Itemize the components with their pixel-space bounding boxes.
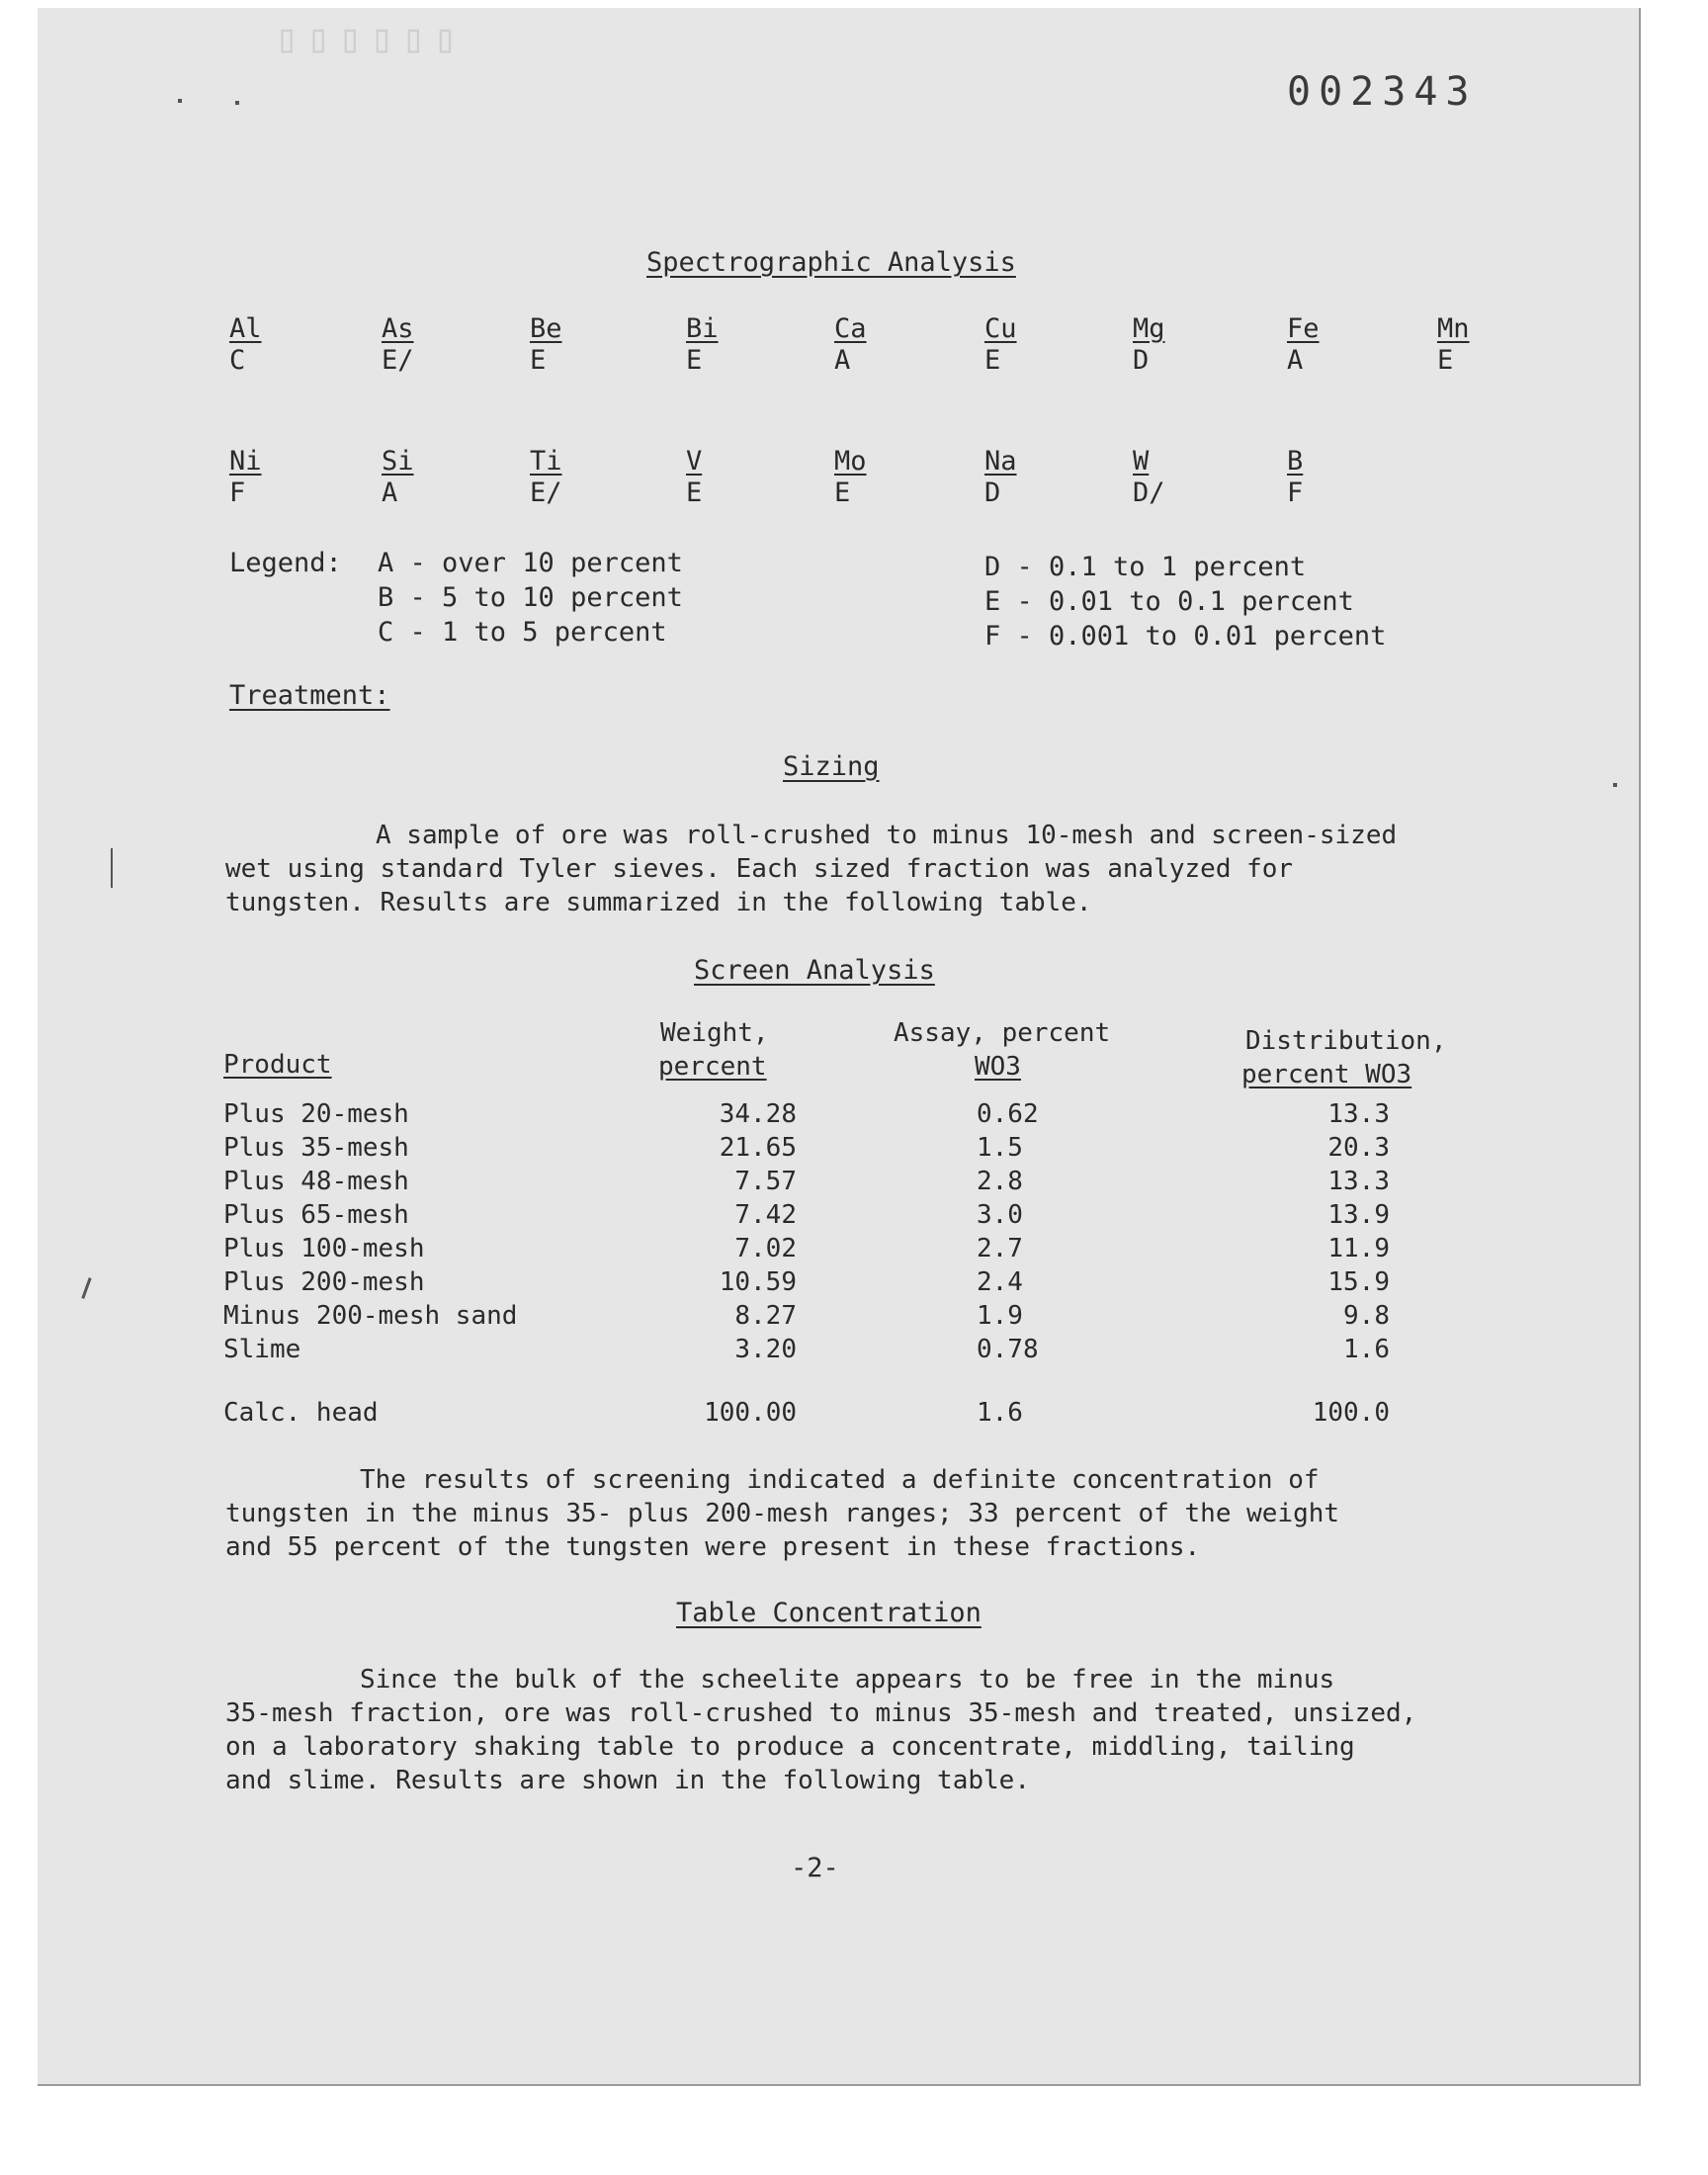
- element-value: A: [834, 345, 851, 376]
- element-cell: [686, 445, 765, 508]
- element-cell: [686, 312, 765, 376]
- header-assay-unit: WO3: [975, 1052, 1021, 1082]
- cell-weight: 8.27: [734, 1301, 797, 1331]
- element-symbol: Fe: [1287, 313, 1320, 344]
- legend-item: D - 0.1 to 1 percent: [984, 552, 1307, 582]
- paragraph-line: on a laboratory shaking table to produce a concentrate, middling, tailing: [225, 1732, 1355, 1762]
- element-value: A: [1287, 345, 1304, 376]
- cell-weight: 7.57: [734, 1167, 797, 1196]
- element-symbol: Ca: [834, 313, 867, 344]
- header-assay: Assay, percent: [894, 1018, 1111, 1048]
- cell-assay: 1.6: [977, 1398, 1023, 1428]
- paragraph-line: tungsten. Results are summarized in the following table.: [225, 888, 1092, 917]
- element-value: D: [1133, 345, 1150, 376]
- element-symbol: Mn: [1437, 313, 1470, 344]
- legend-left: [378, 546, 683, 650]
- legend-item: A - over 10 percent: [378, 548, 683, 578]
- element-symbol: Cu: [984, 313, 1017, 344]
- table-total-row: [223, 1398, 1459, 1432]
- element-value: E: [686, 345, 703, 376]
- cell-product: Plus 35-mesh: [223, 1133, 409, 1163]
- cell-weight: 21.65: [719, 1133, 797, 1163]
- cell-assay: 2.8: [977, 1167, 1023, 1196]
- element-value: E: [686, 478, 703, 508]
- element-symbol: Na: [984, 446, 1017, 477]
- element-value: C: [229, 345, 246, 376]
- element-cell: [530, 312, 609, 376]
- element-symbol: B: [1287, 446, 1304, 477]
- legend-item: F - 0.001 to 0.01 percent: [984, 621, 1387, 652]
- cell-weight: 7.42: [734, 1200, 797, 1230]
- cell-weight: 10.59: [719, 1267, 797, 1297]
- element-symbol: V: [686, 446, 703, 477]
- cell-distribution: 11.9: [1327, 1234, 1390, 1263]
- element-symbol: Ti: [530, 446, 562, 477]
- table-row: [223, 1167, 1459, 1200]
- paragraph-line: Since the bulk of the scheelite appears to be free in the minus: [360, 1665, 1335, 1695]
- cell-distribution: 15.9: [1327, 1267, 1390, 1297]
- element-cell: [834, 445, 913, 508]
- header-weight: Weight,: [660, 1018, 769, 1048]
- cell-product: Plus 48-mesh: [223, 1167, 409, 1196]
- cell-distribution: 13.3: [1327, 1167, 1390, 1196]
- cell-assay: 0.62: [977, 1099, 1039, 1129]
- legend-item: C - 1 to 5 percent: [378, 617, 667, 648]
- cell-distribution: 1.6: [1343, 1335, 1390, 1364]
- page-number: -2-: [791, 1853, 839, 1883]
- treatment-heading: Treatment:: [229, 680, 390, 711]
- cell-product: Plus 200-mesh: [223, 1267, 425, 1297]
- element-cell: [1133, 312, 1212, 376]
- element-cell: [1133, 445, 1212, 508]
- element-value: E: [530, 345, 547, 376]
- legend-label: Legend:: [229, 548, 342, 578]
- element-cell: [229, 312, 308, 376]
- cell-weight: 34.28: [719, 1099, 797, 1129]
- cell-product: Minus 200-mesh sand: [223, 1301, 518, 1331]
- element-symbol: As: [382, 313, 414, 344]
- element-symbol: Be: [530, 313, 562, 344]
- cell-distribution: 13.3: [1327, 1099, 1390, 1129]
- element-cell: [229, 445, 308, 508]
- element-value: E/: [530, 478, 562, 508]
- element-cell: [382, 312, 461, 376]
- element-value: E/: [382, 345, 414, 376]
- cell-assay: 2.7: [977, 1234, 1023, 1263]
- legend-item: E - 0.01 to 0.1 percent: [984, 586, 1354, 617]
- cell-product: Calc. head: [223, 1398, 379, 1428]
- scan-speck: [1613, 783, 1617, 787]
- document-number: 002343: [1287, 69, 1478, 115]
- spectro-title: Spectrographic Analysis: [646, 247, 1016, 278]
- element-value: E: [834, 478, 851, 508]
- cell-weight: 7.02: [734, 1234, 797, 1263]
- element-value: F: [229, 478, 246, 508]
- paragraph-line: A sample of ore was roll-crushed to minus 10-mesh and screen-sized: [376, 821, 1398, 850]
- cell-assay: 2.4: [977, 1267, 1023, 1297]
- table-row: [223, 1200, 1459, 1234]
- element-value: E: [1437, 345, 1454, 376]
- element-symbol: Si: [382, 446, 414, 477]
- screen-analysis-title: Screen Analysis: [694, 955, 935, 986]
- element-value: D/: [1133, 478, 1165, 508]
- element-value: D: [984, 478, 1001, 508]
- cell-distribution: 100.0: [1312, 1398, 1390, 1428]
- sizing-title: Sizing: [783, 751, 880, 782]
- table-row: [223, 1335, 1459, 1368]
- element-symbol: W: [1133, 446, 1150, 477]
- element-symbol: Bi: [686, 313, 719, 344]
- paragraph-line: and slime. Results are shown in the following table.: [225, 1766, 1030, 1795]
- cell-distribution: 9.8: [1343, 1301, 1390, 1331]
- legend-item: B - 5 to 10 percent: [378, 582, 683, 613]
- element-cell: [984, 312, 1064, 376]
- scan-speck: [111, 848, 113, 888]
- cell-weight: 100.00: [704, 1398, 797, 1428]
- cell-product: Slime: [223, 1335, 301, 1364]
- cell-product: Plus 65-mesh: [223, 1200, 409, 1230]
- element-symbol: Al: [229, 313, 262, 344]
- table-row: [223, 1301, 1459, 1335]
- cell-distribution: 20.3: [1327, 1133, 1390, 1163]
- paragraph-line: 35-mesh fraction, ore was roll-crushed to minus 35-mesh and treated, unsized,: [225, 1698, 1417, 1728]
- paragraph-line: and 55 percent of the tungsten were present in these fractions.: [225, 1532, 1201, 1562]
- legend-right: [984, 550, 1386, 653]
- header-product: Product: [223, 1050, 332, 1080]
- cell-assay: 3.0: [977, 1200, 1023, 1230]
- table-row: [223, 1133, 1459, 1167]
- paragraph-line: wet using standard Tyler sieves. Each sized fraction was analyzed for: [225, 854, 1294, 884]
- element-cell: [984, 445, 1064, 508]
- table-concentration-paragraph: [225, 1663, 1416, 1797]
- scan-speck: [178, 99, 182, 103]
- element-symbol: Mo: [834, 446, 867, 477]
- element-value: F: [1287, 478, 1304, 508]
- paragraph-line: tungsten in the minus 35- plus 200-mesh ranges; 33 percent of the weight: [225, 1499, 1340, 1528]
- header-weight-unit: percent: [658, 1052, 767, 1082]
- cell-product: Plus 100-mesh: [223, 1234, 425, 1263]
- bleed-through-number: ▯▯▯▯▯▯: [267, 16, 458, 61]
- cell-assay: 1.5: [977, 1133, 1023, 1163]
- header-distribution-unit: percent WO3: [1241, 1060, 1412, 1089]
- table-row: [223, 1267, 1459, 1301]
- table-concentration-title: Table Concentration: [676, 1598, 982, 1628]
- cell-weight: 3.20: [734, 1335, 797, 1364]
- scan-speck: [235, 101, 239, 105]
- cell-assay: 0.78: [977, 1335, 1039, 1364]
- sizing-paragraph: [225, 819, 1397, 919]
- element-symbol: Mg: [1133, 313, 1165, 344]
- element-symbol: Ni: [229, 446, 262, 477]
- element-cell: [834, 312, 913, 376]
- element-cell: [382, 445, 461, 508]
- header-distribution: Distribution,: [1245, 1026, 1447, 1056]
- element-value: A: [382, 478, 398, 508]
- screening-paragraph: [225, 1463, 1339, 1564]
- cell-distribution: 13.9: [1327, 1200, 1390, 1230]
- element-cell: [1287, 445, 1366, 508]
- paragraph-line: The results of screening indicated a definite concentration of: [360, 1465, 1320, 1495]
- element-cell: [1437, 312, 1516, 376]
- cell-product: Plus 20-mesh: [223, 1099, 409, 1129]
- element-cell: [530, 445, 609, 508]
- element-value: E: [984, 345, 1001, 376]
- table-row: [223, 1234, 1459, 1267]
- element-cell: [1287, 312, 1366, 376]
- cell-assay: 1.9: [977, 1301, 1023, 1331]
- table-row: [223, 1099, 1459, 1133]
